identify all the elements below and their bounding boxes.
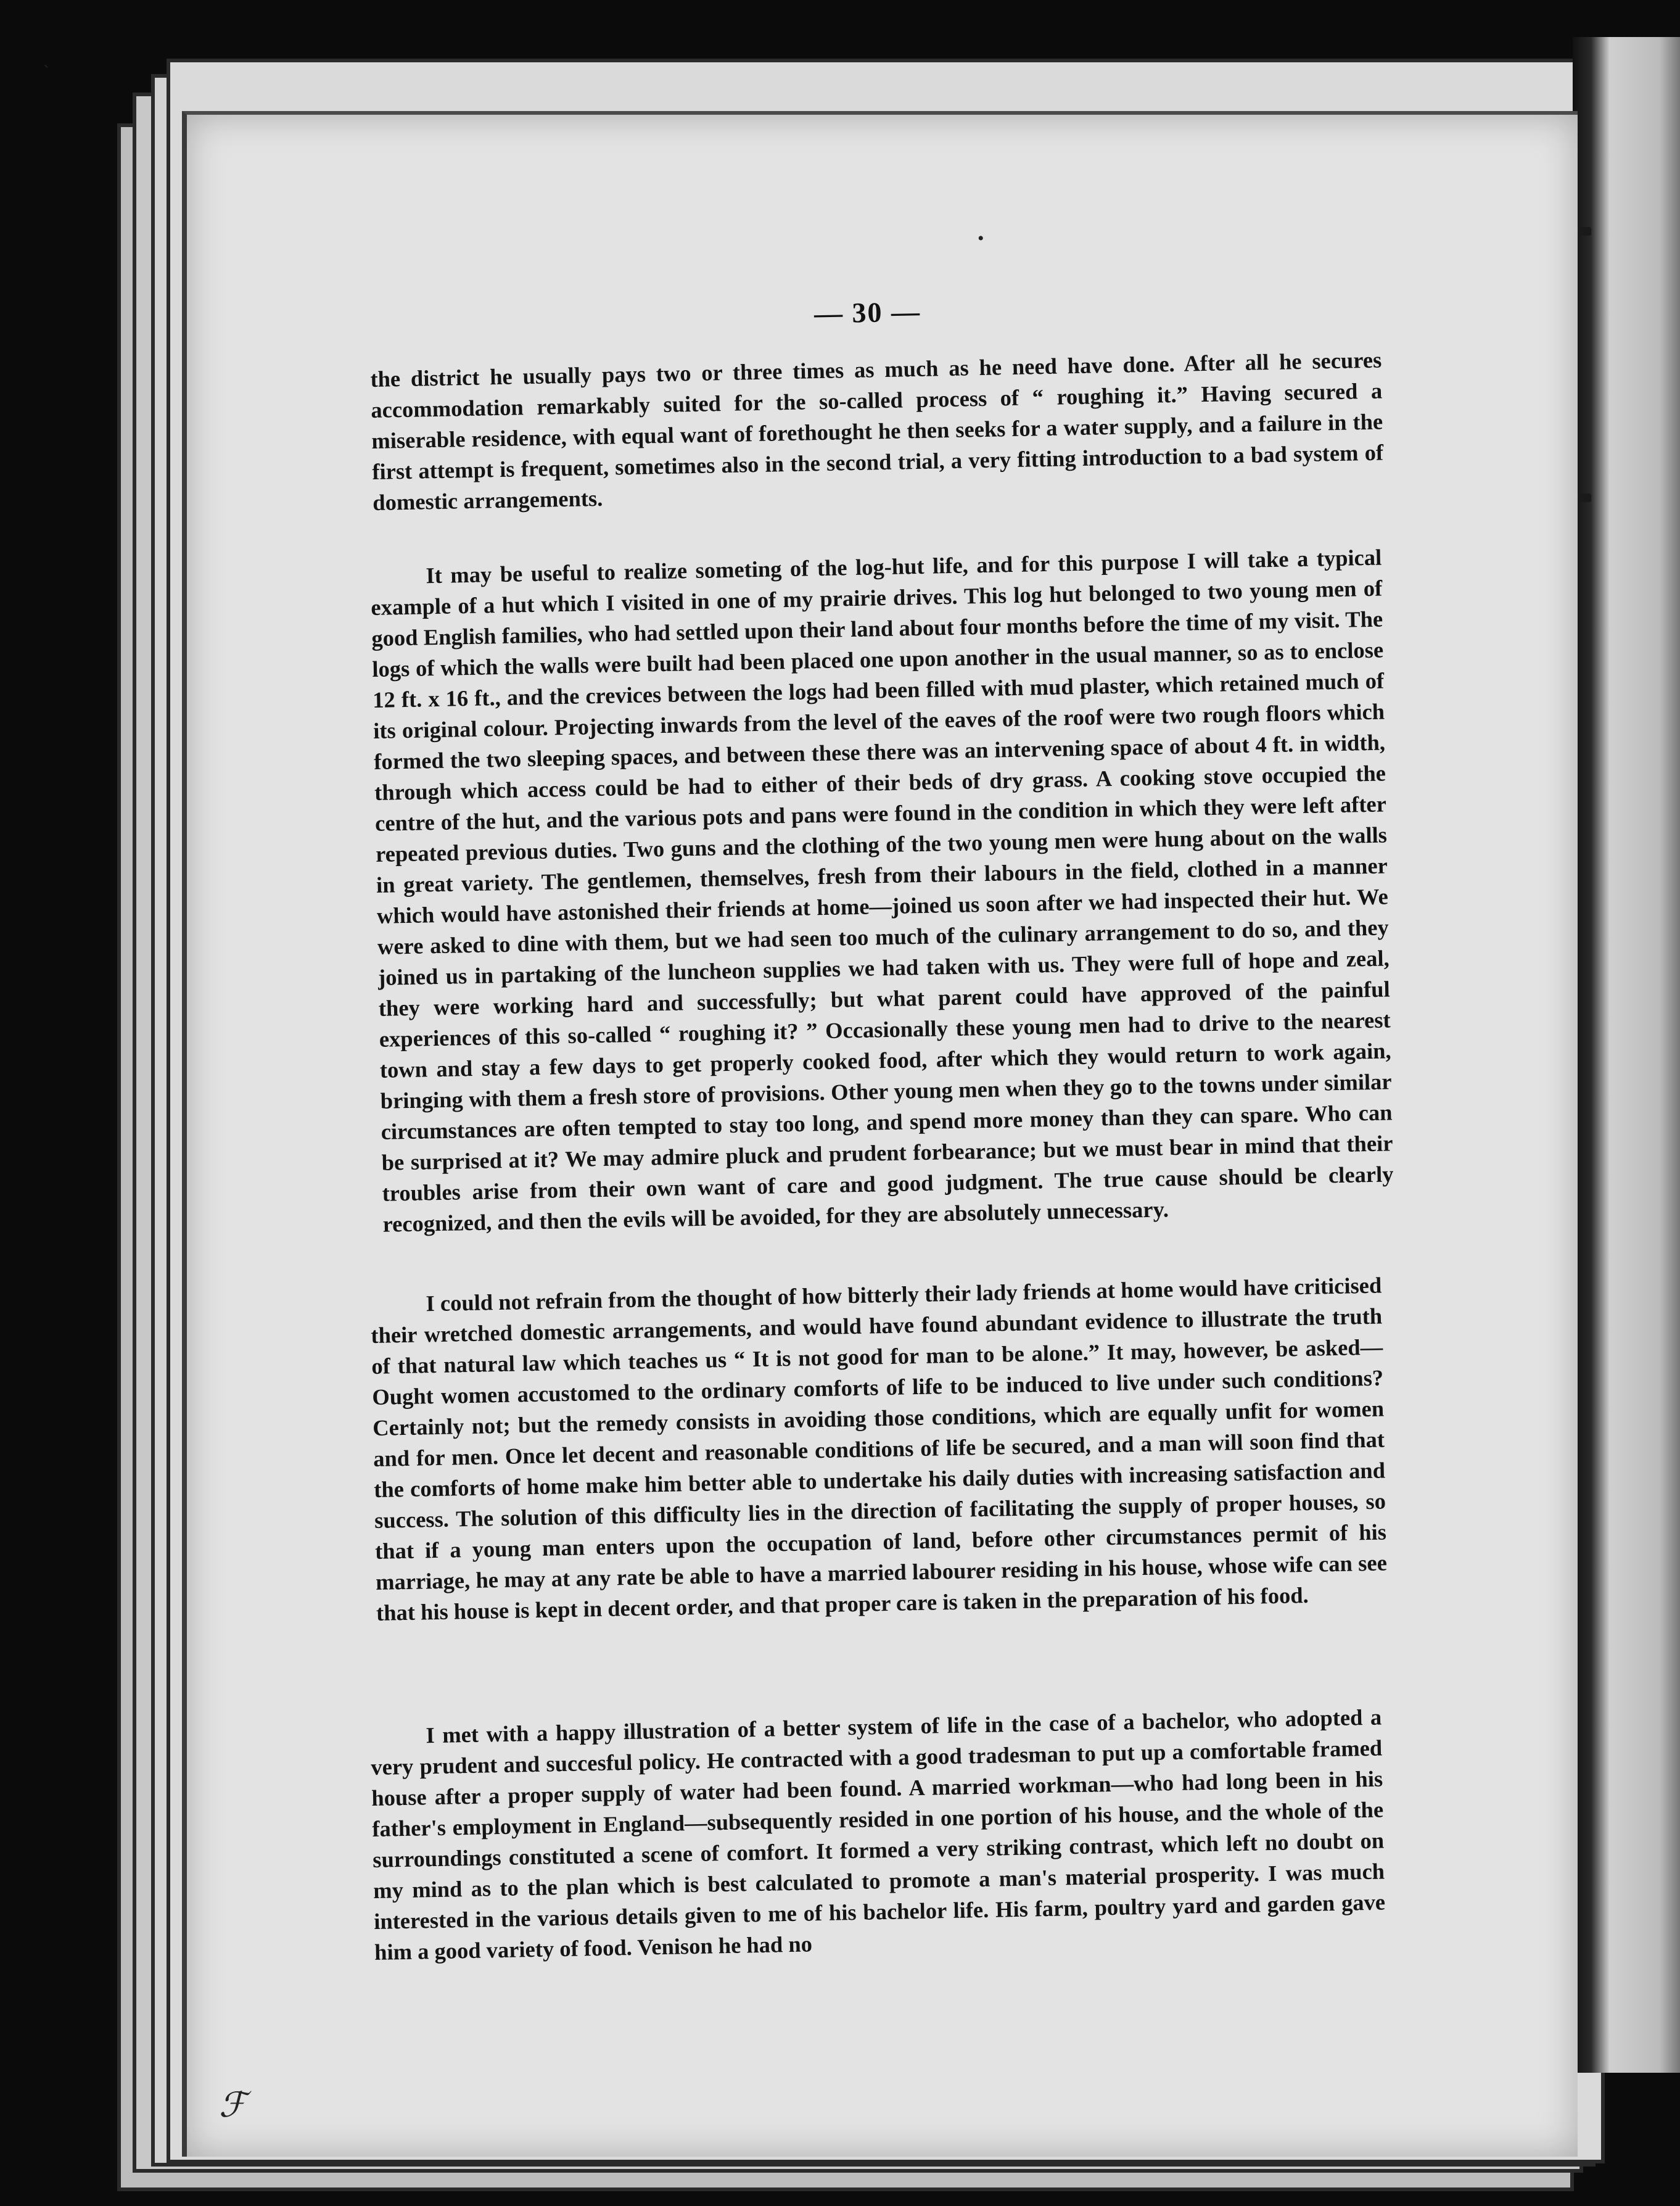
paragraph-3: I could not refrain from the thought of how bitterly their lady friends at home would have criticised their wretched domestic arrangements, and would have found abundant evidence to illustrate the truth of that natural law which teaches us “ It is not good for man to be alone.” It may, however, be asked—Ought women accustomed to the ordinary comforts of life to be induced to live under such conditions? Certainly not; but the remedy consists in avoiding those conditions, which are equally unfit for women and for men. Once let decent and reasonable conditions of life be secured, and a man will soon find that the comforts of home make him better able to undertake his daily duties with increasing satisfaction and success. The solution of this difficulty lies in the direction of facilitating the supply of proper houses, so that if a young man enters upon the occupation of land, before other circumstances permit of his marriage, he may at any rate be able to have a married labourer residing in his house, whose wife can see that his house is kept in decent order, and that proper care is taken in the preparation of his food. bbox=[371, 1272, 1388, 1626]
page-number: — 30 — bbox=[813, 295, 921, 329]
scan-speck: ˋ bbox=[43, 62, 49, 82]
scan-speck: • bbox=[978, 228, 984, 249]
paragraph-4: I met with a happy illustration of a better system of life in the case of a bachelor, who adopted a very prudent and succesful policy. He contracted with a good tradesman to put up a comfortable framed house after a proper supply of water had been found. A married workman—who had long been in his father's employment in England—subsequently resided in one portion of his house, and the whole of the surroundings constituted a scene of comfort. It formed a very striking contrast, which left no doubt on my mind as to the plan which is best calculated to promote a man's material prosperity. I was much interested in the various details given to me of his bachelor life. His farm, poultry yard and garden gave him a good variety of food. Venison he had no bbox=[371, 1704, 1386, 1965]
facing-page-gutter bbox=[1573, 37, 1680, 2073]
paragraph-1: the district he usually pays two or three times as much as he need have done. After all he secures accommodation remarkably suited for the so-called process of “ roughing it.” Having secured a miserable residence, with equal want of forethought he then seeks for a water supply, and a failure in the first attempt is frequent, sometimes also in the second trial, a very fitting introduction to a bad system of domestic arrangements. bbox=[370, 347, 1384, 515]
paragraph-2: It may be useful to realize someting of the log-hut life, and for this purpose I will take a typical example of a hut which I visited in one of my prairie drives. This log hut belonged to two young men of good English families, who had settled upon their land about four months before the time of my visit. The logs of which the walls were built had been placed one upon another in the usual manner, so as to enclose 12 ft. x 16 ft., and the crevices between the logs had been filled with mud plaster, which retained much of its original colour. Projecting inwards from the level of the eaves of the roof were two rough floors which formed the two sleeping spaces, and between these there was an intervening space of about 4 ft. in width, through which access could be had to either of their beds of dry grass. A cooking stove occupied the centre of the hut, and the various pots and pans were found in the condition in which they were left after repeated previous duties. Two guns and the clothing of the two young men were hung about on the walls in great variety. The gentlemen, themselves, fresh from their labours in the field, clothed in a manner which would have astonished their friends at home—joined us soon after we had inspected their hut. We were asked to dine with them, but we had seen too much of the culinary arrangement to do so, and they joined us in partaking of the luncheon supplies we had taken with us. They were full of hope and zeal, they were working hard and successfully; but what parent could have approved of the painful experiences of this so-called “ roughing it? ” Occasionally these young men had to drive to the nearest town and stay a few days to get properly cooked food, after which they would return to work again, bringing with them a fresh store of provisions. Other young men when they go to the towns under similar circumstances are often tempted to stay too long, and spend more money than they can spare. Who can be surprised at it? We may admire pluck and prudent forbearance; but we must bear in mind that their troubles arise from their own want of care and good judgment. The true cause should be clearly recognized, and then the evils will be avoided, for they are absolutely unnecessary. bbox=[371, 544, 1394, 1237]
ink-smudge: ℱ bbox=[219, 2086, 247, 2125]
